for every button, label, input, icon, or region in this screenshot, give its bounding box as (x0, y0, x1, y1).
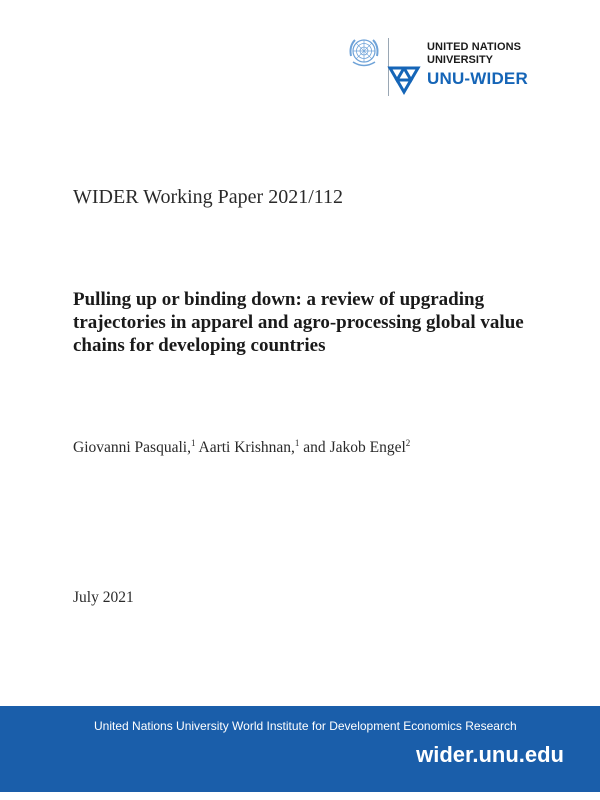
author-affiliation: 2 (405, 438, 411, 448)
logo-text-united-nations: UNITED NATIONS (427, 41, 522, 53)
footer-banner (0, 706, 600, 792)
working-paper-series: WIDER Working Paper 2021/112 (73, 186, 344, 208)
author-name: Giovanni Pasquali, (73, 439, 191, 456)
publication-date: July 2021 (73, 589, 134, 606)
author-separator: and (299, 439, 330, 456)
unu-mark-icon (386, 60, 422, 96)
paper-title: Pulling up or binding down: a review of upgrading trajectories in apparel and agro-processing global value chains for developing countries (73, 289, 524, 356)
author-affiliation: 1 (294, 438, 300, 448)
footer-website-link[interactable]: wider.unu.edu (416, 742, 564, 767)
author-name: Aarti Krishnan, (198, 439, 295, 456)
author-affiliation: 1 (190, 438, 196, 448)
unu-wider-logo (345, 36, 545, 98)
author-list (73, 438, 410, 457)
logo-text-university: UNIVERSITY (427, 54, 494, 66)
un-emblem-icon (347, 36, 381, 70)
logo-text-unu-wider: UNU-WIDER (427, 69, 528, 88)
author-name: Jakob Engel (329, 439, 406, 456)
footer-institute-name: United Nations University World Institute for Development Economics Research (94, 719, 517, 733)
